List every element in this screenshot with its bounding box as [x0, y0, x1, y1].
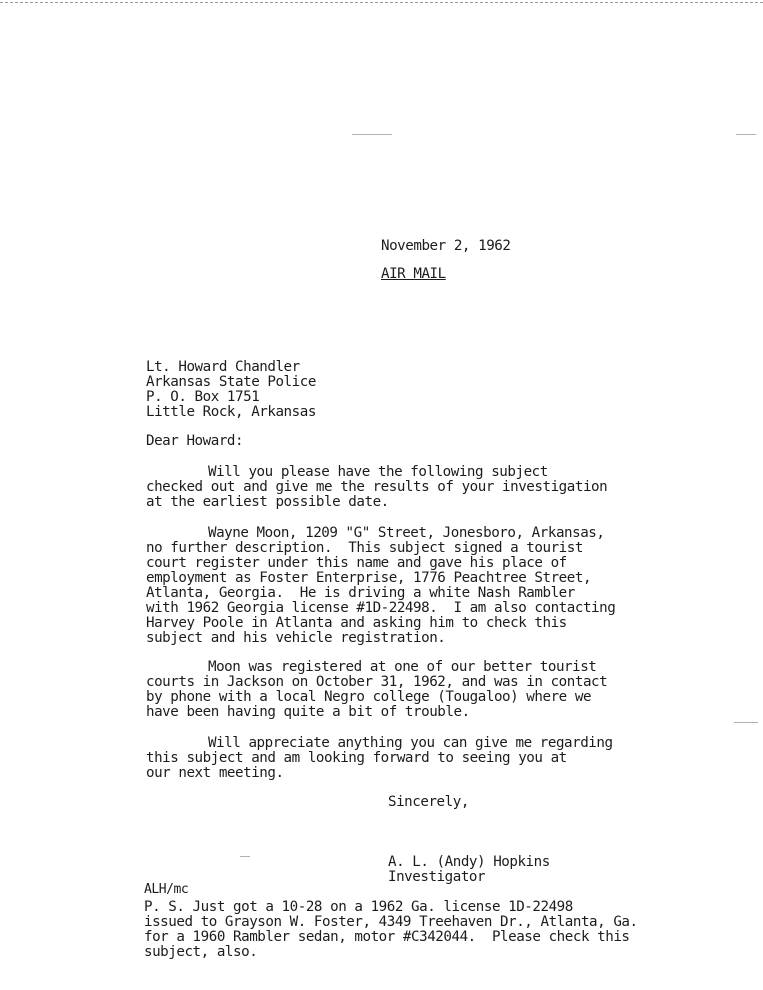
paragraph-line: court register under this name and gave his place of	[146, 555, 567, 571]
paragraph-line: Atlanta, Georgia. He is driving a white Nash Rambler	[146, 585, 575, 601]
paragraph-line: no further description. This subject signed a tourist	[146, 540, 583, 556]
addressee-line: P. O. Box 1751	[146, 389, 260, 405]
paragraph-line: with 1962 Georgia license #1D-22498. I am also contacting	[146, 600, 616, 616]
paragraph-line: Moon was registered at one of our better tourist	[208, 659, 597, 675]
postscript-line: subject, also.	[144, 944, 258, 960]
signature-name: A. L. (Andy) Hopkins	[388, 854, 550, 870]
postscript-line: issued to Grayson W. Foster, 4349 Treehaven Dr., Atlanta, Ga.	[144, 914, 638, 930]
paragraph-line: employment as Foster Enterprise, 1776 Peachtree Street,	[146, 570, 592, 586]
paragraph-line: subject and his vehicle registration.	[146, 630, 446, 646]
paragraph-line: Harvey Poole in Atlanta and asking him to check this	[146, 615, 567, 631]
addressee-line: Arkansas State Police	[146, 374, 316, 390]
postscript-line: for a 1960 Rambler sedan, motor #C342044. Please check this	[144, 929, 630, 945]
delivery-method: AIR MAIL	[381, 266, 446, 282]
scan-speck	[240, 856, 250, 857]
paragraph-line: Will you please have the following subject	[208, 464, 548, 480]
paragraph-line: by phone with a local Negro college (Tougaloo) where we	[146, 689, 592, 705]
paragraph-line: checked out and give me the results of your investigation	[146, 479, 608, 495]
typist-initials: ALH/mc	[144, 882, 189, 897]
paragraph-line: at the earliest possible date.	[146, 494, 389, 510]
closing: Sincerely,	[388, 794, 469, 810]
addressee-line: Little Rock, Arkansas	[146, 404, 316, 420]
top-edge-rule	[0, 2, 763, 3]
paragraph-line: our next meeting.	[146, 765, 284, 781]
paragraph-line: Wayne Moon, 1209 "G" Street, Jonesboro, Arkansas,	[208, 525, 605, 541]
letter-date: November 2, 1962	[381, 238, 511, 254]
salutation: Dear Howard:	[146, 433, 244, 449]
addressee-line: Lt. Howard Chandler	[146, 359, 300, 375]
signature-title: Investigator	[388, 869, 486, 885]
paragraph-line: this subject and am looking forward to seeing you at	[146, 750, 567, 766]
paragraph-line: courts in Jackson on October 31, 1962, and was in contact	[146, 674, 608, 690]
scan-speck	[734, 722, 758, 723]
postscript-line: P. S. Just got a 10-28 on a 1962 Ga. license 1D-22498	[144, 899, 573, 915]
paragraph-line: have been having quite a bit of trouble.	[146, 704, 470, 720]
scan-speck	[736, 134, 756, 135]
paragraph-line: Will appreciate anything you can give me regarding	[208, 735, 613, 751]
scan-speck	[352, 134, 392, 135]
